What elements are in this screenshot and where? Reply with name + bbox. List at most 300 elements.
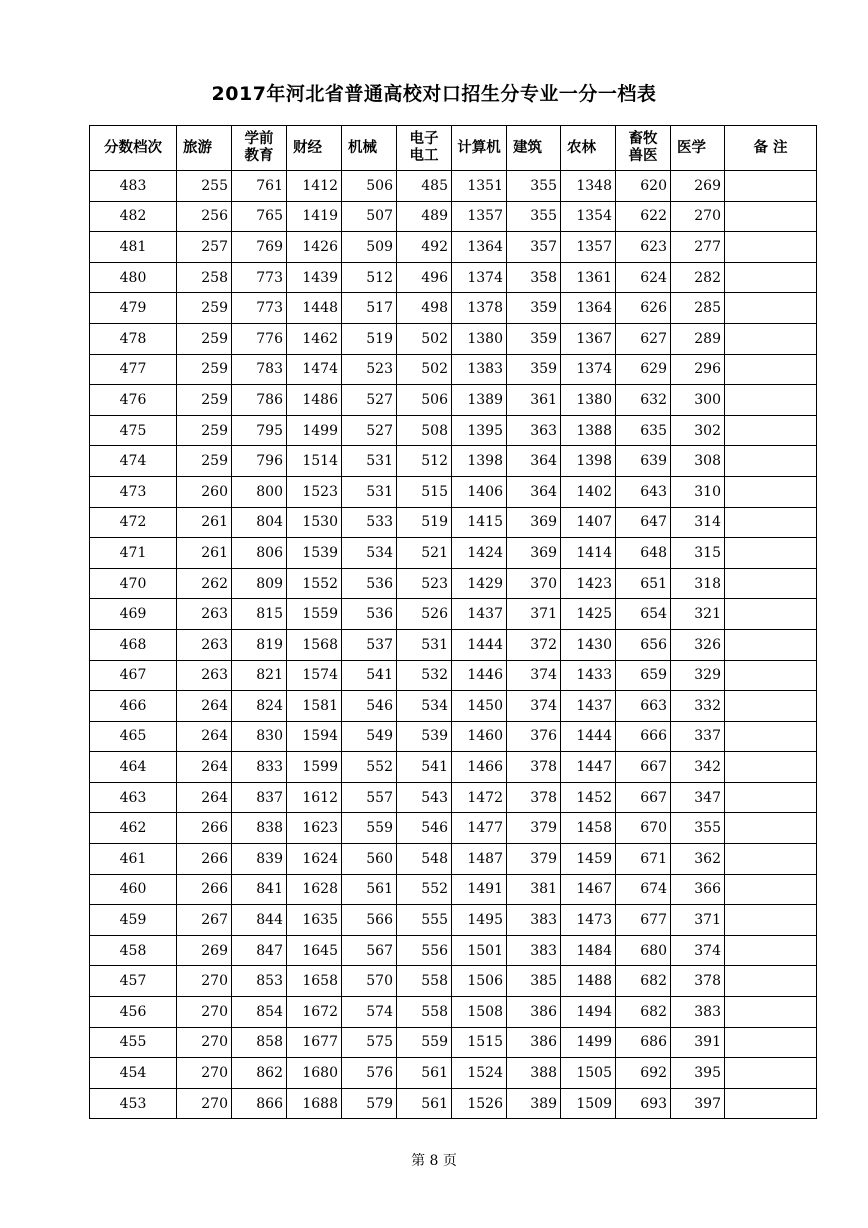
rank-cell: 1559 (287, 599, 342, 630)
rank-cell: 680 (616, 935, 671, 966)
rank-cell: 255 (177, 171, 232, 202)
rank-cell: 263 (177, 599, 232, 630)
score-cell: 467 (90, 660, 177, 691)
score-cell: 460 (90, 874, 177, 905)
rank-cell: 1398 (452, 446, 507, 477)
rank-cell: 361 (507, 385, 561, 416)
rank-cell: 1467 (561, 874, 616, 905)
rank-cell: 1488 (561, 966, 616, 997)
score-cell: 457 (90, 966, 177, 997)
rank-cell: 773 (232, 262, 287, 293)
rank-cell: 576 (342, 1058, 397, 1089)
rank-cell: 378 (507, 782, 561, 813)
rank-cell: 837 (232, 782, 287, 813)
rank-cell: 1688 (287, 1088, 342, 1119)
rank-cell: 1494 (561, 997, 616, 1028)
rank-cell: 1357 (452, 201, 507, 232)
rank-cell: 1599 (287, 752, 342, 783)
rank-cell: 1348 (561, 171, 616, 202)
rank-cell: 383 (671, 997, 725, 1028)
rank-cell: 1402 (561, 476, 616, 507)
score-cell: 466 (90, 691, 177, 722)
rank-cell: 508 (397, 415, 452, 446)
remark-cell (725, 476, 817, 507)
rank-cell: 769 (232, 232, 287, 263)
table-row (90, 752, 817, 783)
rank-cell: 266 (177, 874, 232, 905)
rank-cell: 1433 (561, 660, 616, 691)
rank-cell: 259 (177, 293, 232, 324)
score-cell: 454 (90, 1058, 177, 1089)
score-cell: 472 (90, 507, 177, 538)
rank-cell: 315 (671, 538, 725, 569)
rank-cell: 507 (342, 201, 397, 232)
rank-cell: 314 (671, 507, 725, 538)
rank-cell: 558 (397, 997, 452, 1028)
rank-cell: 804 (232, 507, 287, 538)
score-cell: 470 (90, 568, 177, 599)
rank-cell: 559 (397, 1027, 452, 1058)
score-cell: 459 (90, 905, 177, 936)
rank-cell: 1680 (287, 1058, 342, 1089)
rank-cell: 1524 (452, 1058, 507, 1089)
table-row (90, 201, 817, 232)
rank-cell: 620 (616, 171, 671, 202)
header-agriculture-forestry: 农林 (561, 126, 616, 171)
rank-cell: 355 (507, 171, 561, 202)
score-cell: 471 (90, 538, 177, 569)
page-title: 2017年河北省普通高校对口招生分专业一分一档表 (211, 83, 657, 105)
rank-cell: 270 (177, 966, 232, 997)
rank-cell: 1430 (561, 629, 616, 660)
remark-cell (725, 568, 817, 599)
rank-cell: 282 (671, 262, 725, 293)
rank-cell: 1426 (287, 232, 342, 263)
score-cell: 476 (90, 385, 177, 416)
score-cell: 483 (90, 171, 177, 202)
rank-cell: 534 (397, 691, 452, 722)
table-row (90, 415, 817, 446)
rank-cell: 546 (342, 691, 397, 722)
remark-cell (725, 844, 817, 875)
rank-cell: 383 (507, 905, 561, 936)
rank-cell: 1473 (561, 905, 616, 936)
rank-cell: 862 (232, 1058, 287, 1089)
rank-cell: 355 (671, 813, 725, 844)
rank-cell: 386 (507, 1027, 561, 1058)
rank-cell: 1635 (287, 905, 342, 936)
rank-cell: 639 (616, 446, 671, 477)
rank-cell: 523 (342, 354, 397, 385)
rank-cell: 523 (397, 568, 452, 599)
header-electronics: 电子 电工 (397, 126, 452, 171)
score-cell: 453 (90, 1088, 177, 1119)
table-row (90, 935, 817, 966)
rank-cell: 374 (671, 935, 725, 966)
rank-cell: 308 (671, 446, 725, 477)
rank-cell: 659 (616, 660, 671, 691)
rank-cell: 258 (177, 262, 232, 293)
rank-cell: 1628 (287, 874, 342, 905)
rank-cell: 541 (342, 660, 397, 691)
score-cell: 458 (90, 935, 177, 966)
rank-cell: 395 (671, 1058, 725, 1089)
rank-cell: 556 (397, 935, 452, 966)
table-row (90, 874, 817, 905)
rank-cell: 397 (671, 1088, 725, 1119)
rank-cell: 682 (616, 997, 671, 1028)
score-cell: 464 (90, 752, 177, 783)
rank-cell: 527 (342, 385, 397, 416)
rank-cell: 521 (397, 538, 452, 569)
rank-cell: 623 (616, 232, 671, 263)
rank-cell: 526 (397, 599, 452, 630)
rank-cell: 1515 (452, 1027, 507, 1058)
rank-cell: 567 (342, 935, 397, 966)
rank-cell: 267 (177, 905, 232, 936)
rank-cell: 506 (397, 385, 452, 416)
rank-cell: 1491 (452, 874, 507, 905)
header-animal-husbandry: 畜牧 兽医 (616, 126, 671, 171)
remark-cell (725, 691, 817, 722)
remark-cell (725, 354, 817, 385)
rank-cell: 378 (671, 966, 725, 997)
rank-cell: 270 (177, 1027, 232, 1058)
rank-cell: 517 (342, 293, 397, 324)
rank-cell: 357 (507, 232, 561, 263)
rank-cell: 815 (232, 599, 287, 630)
rank-cell: 269 (177, 935, 232, 966)
remark-cell (725, 323, 817, 354)
rank-cell: 539 (397, 721, 452, 752)
rank-cell: 321 (671, 599, 725, 630)
rank-cell: 574 (342, 997, 397, 1028)
remark-cell (725, 385, 817, 416)
rank-cell: 796 (232, 446, 287, 477)
rank-cell: 776 (232, 323, 287, 354)
rank-cell: 260 (177, 476, 232, 507)
rank-cell: 376 (507, 721, 561, 752)
rank-cell: 1452 (561, 782, 616, 813)
rank-cell: 531 (342, 446, 397, 477)
rank-cell: 378 (507, 752, 561, 783)
remark-cell (725, 935, 817, 966)
rank-cell: 1388 (561, 415, 616, 446)
rank-cell: 1672 (287, 997, 342, 1028)
rank-cell: 347 (671, 782, 725, 813)
rank-cell: 266 (177, 813, 232, 844)
rank-cell: 512 (397, 446, 452, 477)
rank-cell: 532 (397, 660, 452, 691)
rank-cell: 277 (671, 232, 725, 263)
header-machinery: 机械 (342, 126, 397, 171)
remark-cell (725, 721, 817, 752)
header-medicine: 医学 (671, 126, 725, 171)
rank-cell: 560 (342, 844, 397, 875)
rank-cell: 1523 (287, 476, 342, 507)
remark-cell (725, 201, 817, 232)
rank-cell: 671 (616, 844, 671, 875)
remark-cell (725, 1027, 817, 1058)
rank-cell: 1448 (287, 293, 342, 324)
rank-cell: 370 (507, 568, 561, 599)
rank-cell: 519 (342, 323, 397, 354)
rank-cell: 374 (507, 660, 561, 691)
table-row (90, 476, 817, 507)
header-tourism: 旅游 (177, 126, 232, 171)
rank-cell: 654 (616, 599, 671, 630)
remark-cell (725, 997, 817, 1028)
rank-cell: 765 (232, 201, 287, 232)
rank-cell: 362 (671, 844, 725, 875)
rank-cell: 364 (507, 446, 561, 477)
rank-cell: 1499 (561, 1027, 616, 1058)
rank-cell: 379 (507, 813, 561, 844)
rank-cell: 1458 (561, 813, 616, 844)
rank-cell: 1380 (452, 323, 507, 354)
rank-cell: 546 (397, 813, 452, 844)
rank-cell: 692 (616, 1058, 671, 1089)
rank-cell: 1484 (561, 935, 616, 966)
rank-cell: 1424 (452, 538, 507, 569)
rank-cell: 296 (671, 354, 725, 385)
rank-cell: 667 (616, 752, 671, 783)
rank-cell: 1487 (452, 844, 507, 875)
rank-cell: 1677 (287, 1027, 342, 1058)
rank-cell: 809 (232, 568, 287, 599)
rank-cell: 847 (232, 935, 287, 966)
rank-cell: 1389 (452, 385, 507, 416)
score-cell: 468 (90, 629, 177, 660)
rank-cell: 527 (342, 415, 397, 446)
rank-cell: 302 (671, 415, 725, 446)
rank-cell: 515 (397, 476, 452, 507)
score-cell: 456 (90, 997, 177, 1028)
rank-cell: 1530 (287, 507, 342, 538)
rank-cell: 1361 (561, 262, 616, 293)
rank-cell: 1444 (452, 629, 507, 660)
rank-cell: 830 (232, 721, 287, 752)
rank-cell: 853 (232, 966, 287, 997)
rank-cell: 256 (177, 201, 232, 232)
table-row (90, 629, 817, 660)
rank-cell: 264 (177, 782, 232, 813)
rank-cell: 632 (616, 385, 671, 416)
rank-cell: 549 (342, 721, 397, 752)
remark-cell (725, 782, 817, 813)
header-remarks: 备 注 (725, 126, 817, 171)
rank-cell: 844 (232, 905, 287, 936)
rank-cell: 257 (177, 232, 232, 263)
rank-cell: 841 (232, 874, 287, 905)
rank-cell: 264 (177, 691, 232, 722)
table-row (90, 844, 817, 875)
table-row (90, 1058, 817, 1089)
rank-cell: 1429 (452, 568, 507, 599)
rank-cell: 1425 (561, 599, 616, 630)
rank-cell: 342 (671, 752, 725, 783)
rank-cell: 1380 (561, 385, 616, 416)
rank-cell: 558 (397, 966, 452, 997)
rank-cell: 666 (616, 721, 671, 752)
rank-cell: 259 (177, 323, 232, 354)
rank-cell: 1658 (287, 966, 342, 997)
rank-cell: 1367 (561, 323, 616, 354)
rank-cell: 1506 (452, 966, 507, 997)
rank-cell: 1552 (287, 568, 342, 599)
table-row (90, 599, 817, 630)
score-cell: 477 (90, 354, 177, 385)
score-cell: 463 (90, 782, 177, 813)
rank-cell: 1406 (452, 476, 507, 507)
remark-cell (725, 752, 817, 783)
remark-cell (725, 660, 817, 691)
rank-cell: 270 (177, 1088, 232, 1119)
rank-cell: 502 (397, 354, 452, 385)
rank-cell: 1414 (561, 538, 616, 569)
rank-cell: 531 (397, 629, 452, 660)
remark-cell (725, 293, 817, 324)
rank-cell: 626 (616, 293, 671, 324)
rank-cell: 1581 (287, 691, 342, 722)
rank-cell: 643 (616, 476, 671, 507)
rank-cell: 627 (616, 323, 671, 354)
rank-cell: 509 (342, 232, 397, 263)
score-cell: 481 (90, 232, 177, 263)
remark-cell (725, 262, 817, 293)
rank-cell: 647 (616, 507, 671, 538)
rank-cell: 536 (342, 568, 397, 599)
remark-cell (725, 415, 817, 446)
header-finance: 财经 (287, 126, 342, 171)
table-row (90, 323, 817, 354)
rank-cell: 498 (397, 293, 452, 324)
header-construction: 建筑 (507, 126, 561, 171)
rank-cell: 866 (232, 1088, 287, 1119)
table-row (90, 262, 817, 293)
rank-cell: 371 (507, 599, 561, 630)
rank-cell: 1508 (452, 997, 507, 1028)
rank-cell: 266 (177, 844, 232, 875)
table-row (90, 446, 817, 477)
rank-cell: 663 (616, 691, 671, 722)
rank-cell: 389 (507, 1088, 561, 1119)
rank-cell: 496 (397, 262, 452, 293)
rank-cell: 1472 (452, 782, 507, 813)
score-cell: 469 (90, 599, 177, 630)
rank-cell: 1568 (287, 629, 342, 660)
rank-cell: 1501 (452, 935, 507, 966)
rank-cell: 369 (507, 538, 561, 569)
rank-cell: 489 (397, 201, 452, 232)
rank-cell: 1514 (287, 446, 342, 477)
rank-cell: 262 (177, 568, 232, 599)
rank-cell: 259 (177, 415, 232, 446)
rank-cell: 531 (342, 476, 397, 507)
table-row (90, 538, 817, 569)
table-row (90, 1027, 817, 1058)
rank-cell: 1444 (561, 721, 616, 752)
rank-cell: 1415 (452, 507, 507, 538)
rank-cell: 635 (616, 415, 671, 446)
table-row (90, 507, 817, 538)
table-row (90, 997, 817, 1028)
header-preschool-education: 学前 教育 (232, 126, 287, 171)
score-table (89, 125, 817, 1119)
rank-cell: 1624 (287, 844, 342, 875)
table-row (90, 721, 817, 752)
rank-cell: 543 (397, 782, 452, 813)
rank-cell: 682 (616, 966, 671, 997)
rank-cell: 1357 (561, 232, 616, 263)
rank-cell: 548 (397, 844, 452, 875)
rank-cell: 270 (177, 1058, 232, 1089)
rank-cell: 1446 (452, 660, 507, 691)
table-row (90, 782, 817, 813)
rank-cell: 261 (177, 507, 232, 538)
rank-cell: 359 (507, 323, 561, 354)
rank-cell: 566 (342, 905, 397, 936)
rank-cell: 485 (397, 171, 452, 202)
remark-cell (725, 874, 817, 905)
rank-cell: 264 (177, 752, 232, 783)
rank-cell: 806 (232, 538, 287, 569)
remark-cell (725, 446, 817, 477)
rank-cell: 1526 (452, 1088, 507, 1119)
rank-cell: 329 (671, 660, 725, 691)
rank-cell: 1354 (561, 201, 616, 232)
table-row (90, 232, 817, 263)
rank-cell: 259 (177, 446, 232, 477)
rank-cell: 783 (232, 354, 287, 385)
rank-cell: 536 (342, 599, 397, 630)
rank-cell: 1612 (287, 782, 342, 813)
score-cell: 474 (90, 446, 177, 477)
rank-cell: 1423 (561, 568, 616, 599)
rank-cell: 391 (671, 1027, 725, 1058)
rank-cell: 285 (671, 293, 725, 324)
rank-cell: 512 (342, 262, 397, 293)
rank-cell: 359 (507, 293, 561, 324)
rank-cell: 1459 (561, 844, 616, 875)
rank-cell: 369 (507, 507, 561, 538)
rank-cell: 355 (507, 201, 561, 232)
remark-cell (725, 813, 817, 844)
score-cell: 465 (90, 721, 177, 752)
rank-cell: 259 (177, 385, 232, 416)
rank-cell: 1477 (452, 813, 507, 844)
rank-cell: 1364 (561, 293, 616, 324)
rank-cell: 270 (177, 997, 232, 1028)
rank-cell: 519 (397, 507, 452, 538)
rank-cell: 1364 (452, 232, 507, 263)
rank-cell: 670 (616, 813, 671, 844)
rank-cell: 1374 (561, 354, 616, 385)
rank-cell: 561 (397, 1058, 452, 1089)
rank-cell: 686 (616, 1027, 671, 1058)
rank-cell: 366 (671, 874, 725, 905)
rank-cell: 579 (342, 1088, 397, 1119)
rank-cell: 263 (177, 629, 232, 660)
rank-cell: 1419 (287, 201, 342, 232)
rank-cell: 318 (671, 568, 725, 599)
remark-cell (725, 1058, 817, 1089)
remark-cell (725, 905, 817, 936)
rank-cell: 310 (671, 476, 725, 507)
header-score-level: 分数档次 (90, 126, 177, 171)
rank-cell: 557 (342, 782, 397, 813)
rank-cell: 1447 (561, 752, 616, 783)
